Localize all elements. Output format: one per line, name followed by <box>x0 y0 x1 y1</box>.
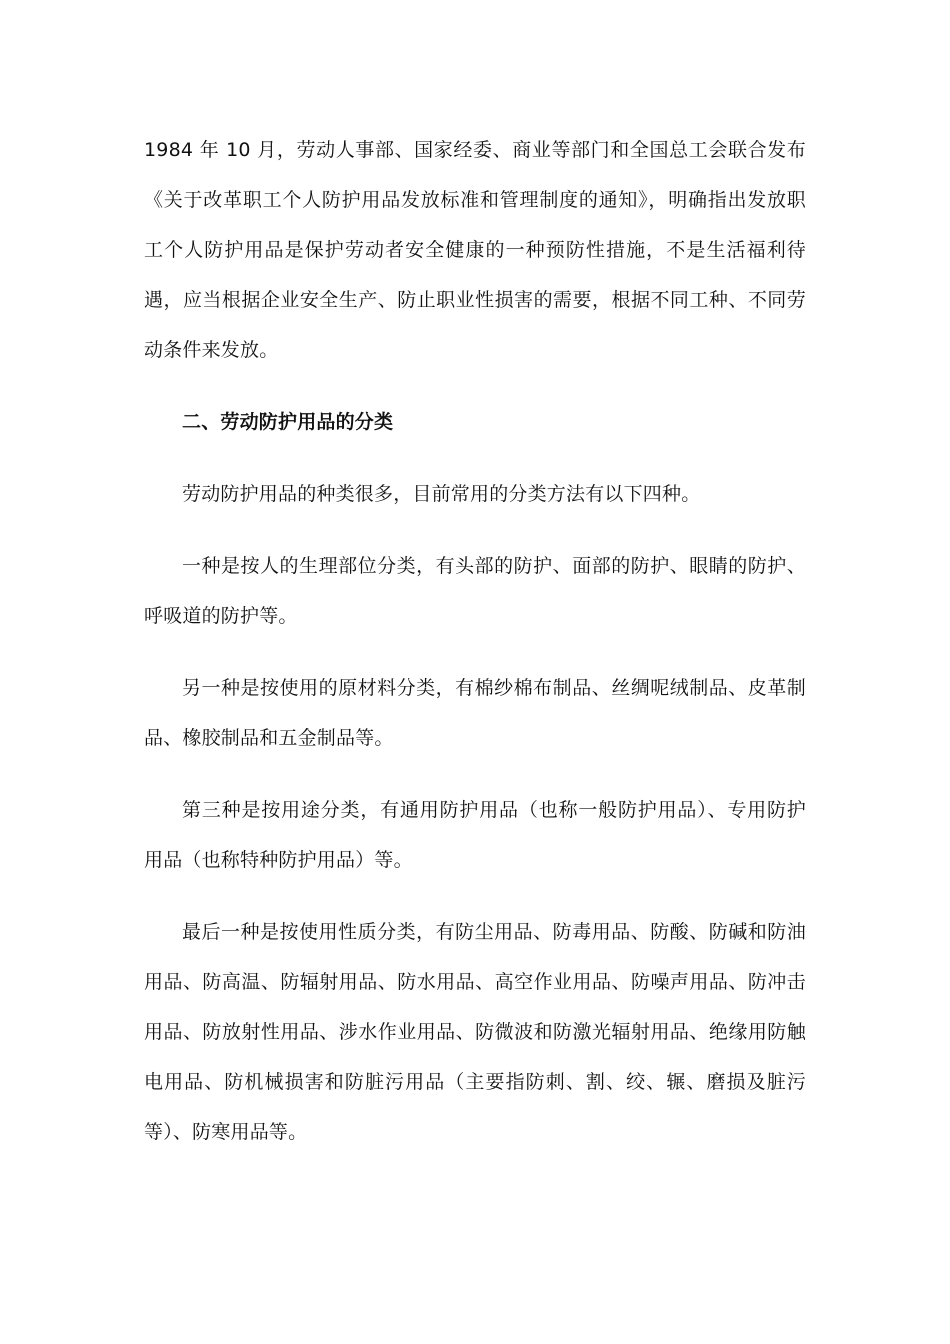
paragraph-purpose: 第三种是按用途分类，有通用防护用品（也称一般防护用品）、专用防护用品（也称特种防护用品）等。 <box>144 799 806 871</box>
paragraph-body-part: 一种是按人的生理部位分类，有头部的防护、面部的防护、眼睛的防护、呼吸道的防护等。 <box>144 555 806 627</box>
paragraph-material: 另一种是按使用的原材料分类，有棉纱棉布制品、丝绸呢绒制品、皮革制品、橡胶制品和五金制品等。 <box>144 677 806 749</box>
section-heading: 二、劳动防护用品的分类 <box>182 411 394 433</box>
paragraph-overview: 劳动防护用品的种类很多，目前常用的分类方法有以下四种。 <box>182 483 701 505</box>
document-body <box>144 125 806 1157</box>
paragraph-nature: 最后一种是按使用性质分类，有防尘用品、防毒用品、防酸、防碱和防油用品、防高温、防辐射用品、防水用品、高空作业用品、防噪声用品、防冲击用品、防放射性用品、涉水作业用品、防微波和防激光辐射用品、绝缘用防触电用品、防机械损害和防脏污用品（主要指防刺、割、绞、辗、磨损及脏污等）、防寒用品等。 <box>144 921 806 1143</box>
paragraph-intro: 1984 年 10 月，劳动人事部、国家经委、商业等部门和全国总工会联合发布《关于改革职工个人防护用品发放标准和管理制度的通知》，明确指出发放职工个人防护用品是保护劳动者安全健康的一种预防性措施，不是生活福利待遇，应当根据企业安全生产、防止职业性损害的需要，根据不同工种、不同劳动条件来发放。 <box>144 139 806 361</box>
